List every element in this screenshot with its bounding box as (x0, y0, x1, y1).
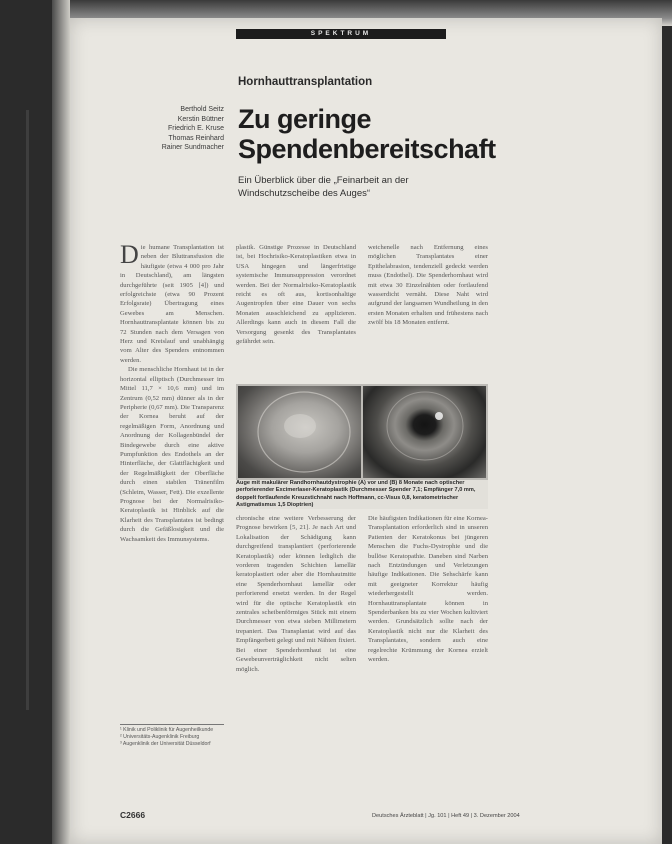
author: Kerstin Büttner (177, 115, 224, 123)
section-label: SPEKTRUM (236, 29, 446, 39)
binding-edge (26, 110, 29, 710)
author: Thomas Reinhard (168, 134, 224, 142)
body-column-3-top (368, 243, 488, 383)
figure-caption: Auge mit makulärer Randhornhautdystrophie (A) vor und (B) 8 Monate nach optischer perforierender Excimerlaser-Keratoplastik (Durchmesser Spender 7,1; Empfänger 7,0 mm, doppelt fortlaufende Kreuzstichnaht nach Hoffmann, cc-Visus 0,8, keratometrischer Astigmatismus 1,5 Dioptrien) (236, 480, 488, 509)
paragraph: Die menschliche Hornhaut ist in der horizontal elliptisch (Durchmesser im Mittel 11,7 × 10,6 mm) und im Zentrum (0,52 mm) dünner als in der Peripherie (0,67 mm). Die Transparenz der Kornea beruht auf der regelmäßigen Form, Anordnung und Anordnung der Kollagenbündel der Bindegewebe durch eine aktive Pumpfunktion des Endothels an der Hinterfläche, der Glattflächigkeit und der Regelmäßigkeit der Oberfläche durch einen stabilen Tränenfilm (Schleim, Wasser, Fett). Die exzellente Prognose bei der Normalrisiko-Keratoplastik ist Hinblick auf die Klarheit des Transplantates ist bedingt durch die Gefäßlosigkeit und die Wachsamkeit des Immunsystems. (120, 366, 224, 543)
scan-left-edge (52, 0, 70, 844)
paragraph: plastik. Günstige Prozesse in Deutschland ist, bei Hochrisiko-Keratoplastiken etwa in USA hingegen und längerfristige systemische Immunsuppression verordnet werden. Bei der Normalrisiko-Keratoplastik reicht es oft aus, kortisonhaltige Augentropfen über eine Dauer von sechs Monaten ausschleichend zu applizieren. Allerdings kann auch in diesem Fall die Versorgung gesenkt des Transplantates gefährdet sein. (236, 244, 356, 346)
author: Rainer Sundmacher (161, 144, 224, 151)
paragraph: ie humane Transplantation ist neben der Bluttransfusion die häufigste (etwa 4 000 pro Jahr in Deutschland), am längsten durchgeführte (seit 1905 [4]) und erfolgreichste (etwa 90 Prozent Erfolgsrate) Übertragung eines Gewebes am Menschen. Hornhauttransplantate können bis zu 72 Stunden nach dem Versagen von Herz und Kreislauf und unabhängig vom Alter des Spenders entnommen werden. (120, 244, 224, 364)
footnote: ² Universitäts-Augenklinik Freiburg (120, 734, 200, 740)
body-column-3-bottom (368, 514, 488, 714)
article-kicker: Hornhauttransplantation (238, 76, 373, 88)
journal-footer: Deutsches Ärzteblatt | Jg. 101 | Heft 49 | 3. Dezember 2004 (372, 813, 520, 819)
article-title (238, 104, 496, 164)
author-list (120, 105, 224, 153)
footnotes (120, 724, 224, 748)
footnote: ¹ Klinik und Poliklinik für Augenheilkunde (120, 727, 214, 733)
body-column-2-top (236, 243, 356, 383)
eye-photo-after (363, 386, 486, 478)
title-line: Spendenbereitschaft (238, 134, 496, 164)
title-line: Zu geringe (238, 104, 372, 134)
article-subtitle: Ein Überblick über die „Feinarbeit an der Windschutzscheibe des Auges“ (238, 175, 409, 199)
author: Berthold Seitz (180, 106, 224, 113)
eye-after-overlay (363, 386, 486, 478)
eye-figure (236, 384, 488, 480)
footnote: ³ Augenklinik der Universität Düsseldorf (120, 741, 211, 747)
page-number: C2666 (120, 810, 146, 820)
paragraph: weichenelle nach Entfernung eines möglichen Transplantates einer Epithelabrasion, tendenziell gedeckt werden muss (Endothel). Die Spenderhornhaut wird mit etwa 30 Einzelnähten oder fortlaufend wasserdicht vernäht. Diese Naht wird aufgrund der langsamen Wundheilung in den ersten Monaten erhalten und frühestens nach zwölf bis 18 Monaten entfernt. (368, 244, 488, 327)
body-column-2-bottom (236, 514, 356, 794)
drop-cap: D (120, 243, 139, 269)
body-column-1 (120, 243, 224, 713)
eye-photo-before (238, 386, 361, 478)
paragraph: chronische eine weitere Verbesserung der Prognose bewirken [5, 21]. Je nach Art und Lokalisation der Schädigung kann durchgreifend transplantiert (perforierende Keratoplastik) oder können lediglich die vorderen tragenden Schichten lamellär keratoplastiert oder aber die Hornhautmitte eine Spenderhornhaut lamellär oder perforierend ersetzt werden. In der Regel wird für die optische Keratoplastik ein zentrales scheibenförmiges Stück mit einem Durchmesser von etwa sieben Millimetern trepaniert. Das Transplantat wird auf das Empfängerbett gelegt und mit Nähten fixiert. Bei einer Spenderhornhaut ist eine Gewebeunverträglichkeit nicht selten möglich. (236, 515, 356, 673)
author: Friedrich E. Kruse (167, 125, 224, 132)
paragraph: Die häufigsten Indikationen für eine Kornea-Transplantation erforderlich sind in unseren Patienten der Keratokonus bei jüngeren Menschen die Fuchs-Dystrophie und die bullöse Keratopathie. Daneben sind Narben nach Entzündungen und Verletzungen häufige Indikationen. Die Sehschärfe kann mit geeigneter Korrektur häufig wiederhergestellt werden. Hornhauttransplantate können in Spenderbanken bis zu vier Wochen kultiviert werden. Grundsätzlich sollte nach der Keratoplastik nicht nur die Klarheit des Transplantates, sondern auch eine regelrechte Krümmung der Kornea erzielt werden. (368, 515, 488, 664)
eye-before-overlay (238, 386, 361, 478)
